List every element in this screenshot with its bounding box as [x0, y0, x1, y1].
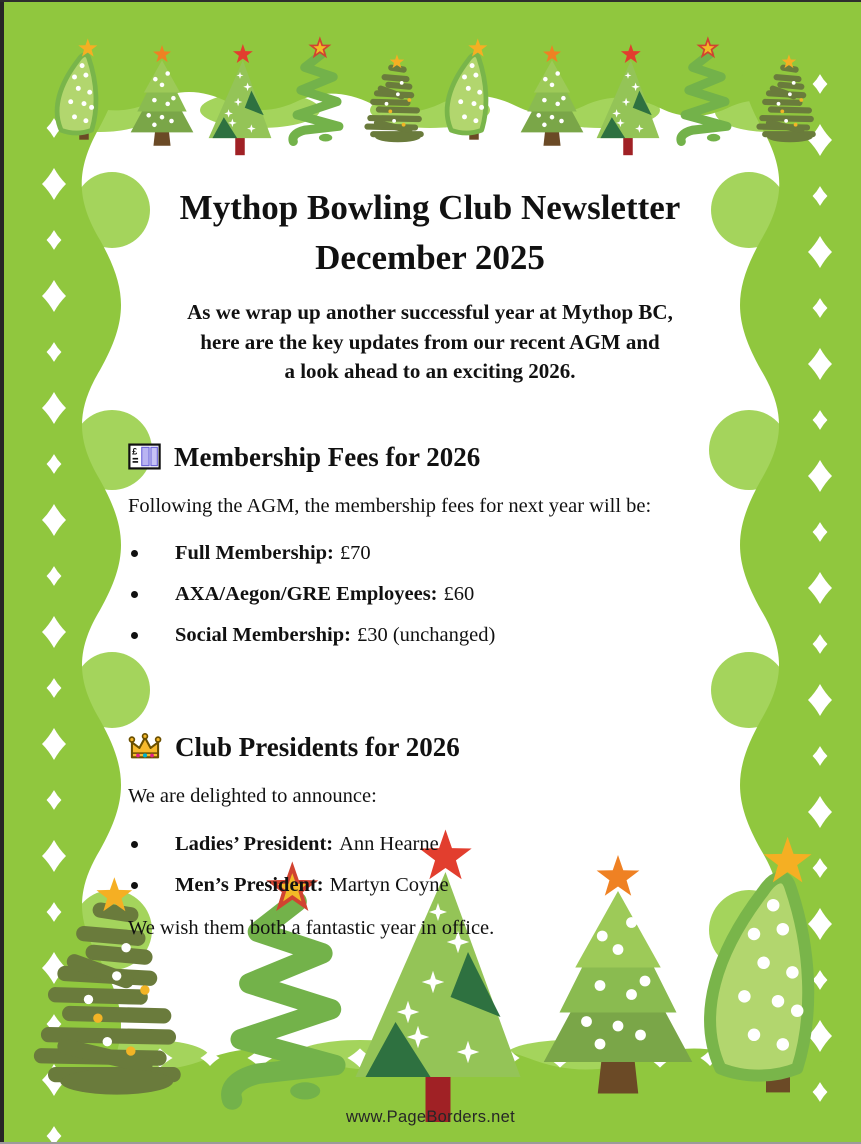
section-club-presidents — [128, 729, 732, 942]
bullet-dot — [131, 882, 138, 889]
list-item — [128, 540, 732, 567]
footer-url: www.PageBorders.net — [346, 1108, 515, 1126]
intro-line: a look ahead to an exciting 2026. — [284, 359, 576, 383]
section-heading-text: Club Presidents for 2026 — [175, 732, 460, 762]
intro-line: here are the key updates from our recent AGM and — [200, 329, 660, 354]
section-lead: Following the AGM, the membership fees for next year will be: — [128, 494, 652, 517]
intro-line: As we wrap up another successful year at Mythop BC, — [187, 300, 673, 324]
section-heading-text: Membership Fees for 2026 — [174, 441, 481, 472]
crown-icon — [128, 733, 162, 762]
newsletter-content — [128, 0, 732, 962]
list-item — [128, 581, 732, 608]
bullet-label: Ladies’ President: — [175, 832, 334, 855]
page-title — [128, 183, 732, 283]
bullet-dot — [131, 841, 138, 848]
bullet-label: Men’s President: — [175, 873, 324, 896]
section-heading — [128, 729, 732, 765]
closing-text: We wish them both a fantastic year in office. — [128, 916, 495, 939]
intro-text — [128, 298, 732, 387]
section-membership-fees — [128, 439, 732, 650]
bullet-label: AXA/Aegon/GRE Employees: — [175, 583, 438, 605]
pound-banknotes-icon — [128, 443, 161, 470]
bullet-dot — [131, 550, 138, 557]
bullet-value: Martyn Coyne — [329, 873, 449, 896]
newsletter-title: Mythop Bowling Club Newsletter — [179, 188, 681, 227]
section-heading — [128, 439, 732, 475]
svg-text:£: £ — [132, 446, 138, 457]
list-item — [128, 622, 732, 649]
newsletter-date: December 2025 — [315, 238, 545, 277]
left-edge-line — [0, 0, 4, 1144]
bullet-dot — [131, 591, 138, 598]
list-item — [128, 831, 732, 858]
bullet-label: Full Membership: — [175, 542, 334, 564]
section-lead: We are delighted to announce: — [128, 785, 377, 807]
bullet-value: £30 (unchanged) — [356, 624, 496, 646]
list-item — [128, 872, 732, 899]
bullet-value: Ann Hearne — [339, 832, 439, 855]
bullet-label: Social Membership: — [175, 624, 351, 646]
bullet-value: £60 — [443, 583, 475, 605]
bullet-value: £70 — [339, 542, 371, 564]
bullet-dot — [131, 632, 138, 639]
